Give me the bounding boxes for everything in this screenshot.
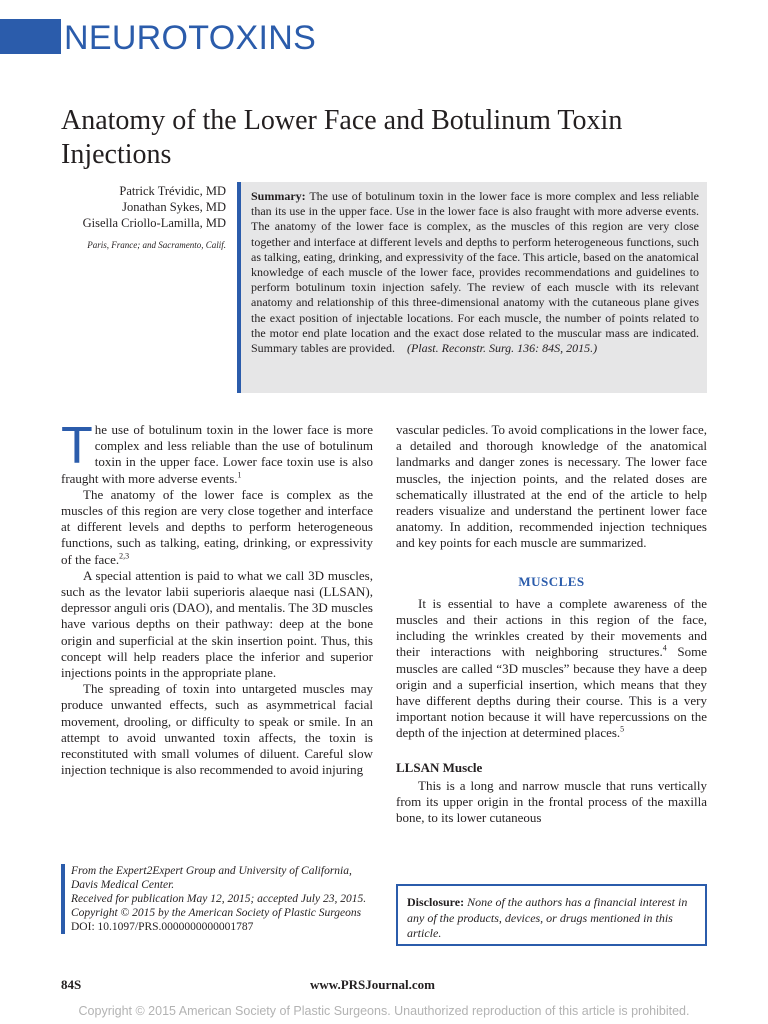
- footnote-copyright: Copyright © 2015 by the American Society of Plastic Surgeons: [71, 907, 362, 919]
- page-number: 84S: [61, 977, 82, 992]
- body-paragraph: The use of botulinum toxin in the lower face is more complex and less reliable than the use of botulinum toxin in the upper face. Lower face toxin use is also fraught with more adverse events.$^1$: [61, 417, 373, 486]
- body-paragraph: The anatomy of the lower face is complex as the muscles of this region are very close together and interface at different levels and depths to perform heterogeneous functions, such as talking, eating, drinking, or expressivity of the face.$^{2,3}$: [61, 486, 373, 567]
- article-title: Anatomy of the Lower Face and Botulinum Toxin Injections: [61, 105, 623, 170]
- copyright-watermark: Copyright © 2015 American Society of Plastic Surgeons. Unauthorized reproduction of this article is prohibited.: [78, 1004, 690, 1018]
- journal-url: www.PRSJournal.com: [310, 977, 435, 992]
- body-column-left: [61, 417, 373, 778]
- body-paragraph: The spreading of toxin into untargeted muscles may produce unwanted effects, such as asymmetrical facial movement, drooling, or difficulty to speak or smile. In an attempt to avoid unwanted toxin affects, the toxin is reconstituted with small volumes of diluent. Careful slow injection technique is also recommended to avoid injuring: [61, 681, 373, 778]
- reference-marker: 4: [662, 644, 667, 654]
- footnote-doi: DOI: 10.1097/PRS.0000000000001787: [71, 921, 254, 933]
- drop-cap: T: [61, 417, 93, 475]
- reference-marker: 5: [620, 725, 625, 735]
- author-name: Jonathan Sykes, MD: [122, 200, 226, 214]
- body-column-right: [396, 422, 707, 826]
- footnote-dates: Received for publication May 12, 2015; accepted July 23, 2015.: [71, 893, 367, 905]
- summary-text: The use of botulinum toxin in the lower face is more complex and less reliable than its use in the upper face. Use in the lower face is also fraught with more adverse events. The anatomy of the lower face is complex, as the muscles of this region are very close together and interface at different levels and depths to perform heterogeneous functions, such as talking, eating, drinking, and expressivity of the face. This article, based on the anatomical knowledge of each muscle of the lower face, provides recommendations and guidelines to perform botulinum toxin injection safely. The review of each muscle with its relevant anatomy and relationship of this three-dimensional anatomy with the cutaneous plane gives the exact position of injectable locations. For each muscle, the number of points related to the motor end plate location and the exact dose related to the muscular mass are indicated. Summary tables are provided.: [251, 189, 699, 356]
- subsection-heading-llsan: LLSAN Muscle: [396, 759, 483, 775]
- disclosure-label: Disclosure:: [407, 895, 465, 909]
- author-name: Gisella Criollo-Lamilla, MD: [82, 216, 226, 230]
- section-heading-muscles: MUSCLES: [518, 573, 585, 589]
- body-paragraph: It is essential to have a complete awareness of the muscles and their actions in this region of the face, including the wrinkles created by their movements and their interactions with neighboring structures.$^4$ Some muscles are called “3D muscles” because they have a deep origin and a superficial insertion, which means that they have different depths during their course. This is a very important notion because it will have repercussions on the depth of the injection at determined places.$^5$: [396, 595, 707, 741]
- summary-citation: (Plast. Reconstr. Surg. 136: 84S, 2015.): [406, 341, 598, 356]
- article-footnote: [61, 864, 373, 934]
- author-name: Patrick Trévidic, MD: [119, 184, 226, 198]
- summary-box: [237, 182, 707, 393]
- section-color-bar: [0, 19, 61, 54]
- section-title: NEUROTOXINS: [64, 19, 317, 57]
- reference-marker: 1: [237, 470, 242, 480]
- summary-label: Summary:: [251, 189, 306, 203]
- disclosure-text: None of the authors has a financial interest in any of the products, devices, or drugs mentioned in this article.: [407, 895, 688, 940]
- body-paragraph: This is a long and narrow muscle that runs vertically from its upper origin in the frontal process of the maxilla bone, to its lower cutaneous: [396, 777, 707, 826]
- body-paragraph: A special attention is paid to what we call 3D muscles, such as the levator labii superioris alaeque nasi (LLSAN), depressor anguli oris (DAO), and mentalis. The 3D muscles have various depths on their pathway: deep at the bone origin and superficial at the skin insertion point. Thus, this concept will help readers place the inferior and superior injections points in the appropriate plane.: [61, 567, 373, 681]
- footnote-affiliation: From the Expert2Expert Group and University of California, Davis Medical Center.: [71, 865, 352, 891]
- disclosure-box: [396, 884, 707, 946]
- body-paragraph: vascular pedicles. To avoid complications in the lower face, a detailed and thorough knowledge of the anatomical landmarks and danger zones is necessary. The lower face muscles, the injection points, and the related doses are schematically illustrated at the end of the article to help readers visualize and understand the pertinent lower face anatomy. In addition, recommended injection techniques and key points for each muscle are summarized.: [396, 422, 707, 551]
- author-block: [40, 183, 226, 251]
- reference-marker: 2,3: [119, 551, 130, 561]
- author-affiliation: Paris, France; and Sacramento, Calif.: [87, 240, 226, 250]
